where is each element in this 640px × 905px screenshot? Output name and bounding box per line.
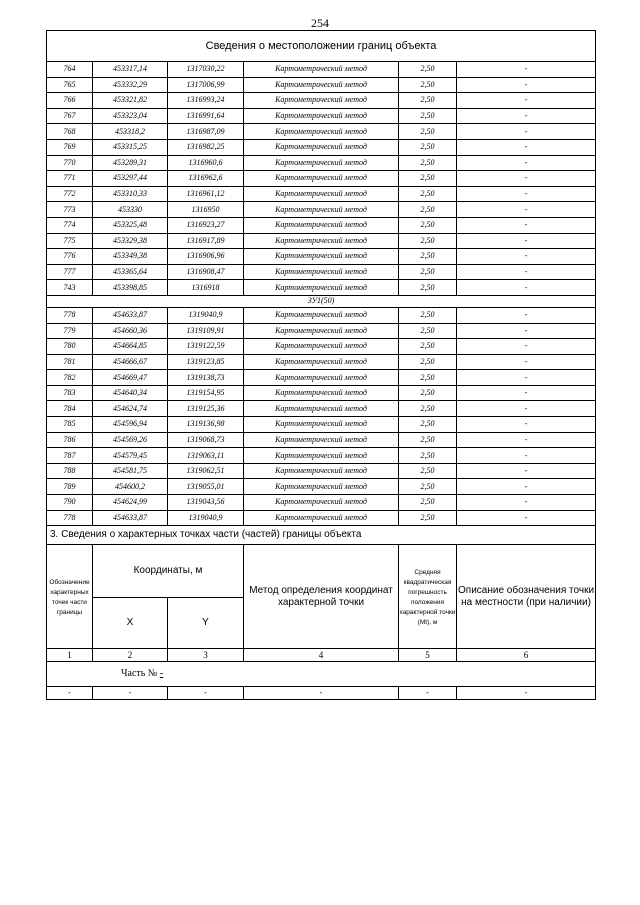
point-number: 785 (47, 417, 93, 433)
x-coordinate: 453332,29 (93, 77, 168, 93)
point-number: 771 (47, 171, 93, 187)
description-cell: - (457, 370, 596, 386)
column-number: 5 (399, 649, 457, 662)
x-coordinate: 453330 (93, 202, 168, 218)
x-coordinate: 453321,82 (93, 93, 168, 109)
method-cell: Картометрический метод (244, 186, 399, 202)
method-cell: Картометрический метод (244, 77, 399, 93)
x-coordinate: 454633,87 (93, 307, 168, 323)
y-coordinate: 1316993,24 (168, 93, 244, 109)
designation-header: Обозначение характерных точек части границы (47, 545, 93, 649)
point-number: 783 (47, 385, 93, 401)
empty-cell: - (168, 687, 244, 700)
description-cell: - (457, 495, 596, 511)
empty-cell: - (457, 687, 596, 700)
description-cell: - (457, 385, 596, 401)
error-cell: 2,50 (399, 108, 457, 124)
x-coordinate: 454596,94 (93, 417, 168, 433)
table-row (47, 307, 596, 323)
error-cell: 2,50 (399, 62, 457, 78)
y-coordinate: 1316923,27 (168, 217, 244, 233)
table-row (47, 323, 596, 339)
error-cell: 2,50 (399, 510, 457, 526)
x-coordinate: 453323,04 (93, 108, 168, 124)
method-cell: Картометрический метод (244, 217, 399, 233)
point-number: 788 (47, 463, 93, 479)
error-header: Средняя квадратическая погрешность положения характерной точки (Мt), м (399, 545, 457, 649)
x-coordinate: 454666,67 (93, 354, 168, 370)
method-cell: Картометрический метод (244, 233, 399, 249)
point-number: 776 (47, 249, 93, 265)
x-coordinate: 454579,45 (93, 448, 168, 464)
point-number: 764 (47, 62, 93, 78)
point-number: 769 (47, 139, 93, 155)
table-row (47, 354, 596, 370)
x-coordinate: 453317,14 (93, 62, 168, 78)
table-row (47, 249, 596, 265)
boundary-table (46, 30, 596, 700)
y-coordinate: 1316991,64 (168, 108, 244, 124)
description-cell: - (457, 171, 596, 187)
description-cell: - (457, 264, 596, 280)
table-row (47, 124, 596, 140)
point-number: 777 (47, 264, 93, 280)
x-coordinate: 453365,64 (93, 264, 168, 280)
x-coordinate: 453398,85 (93, 280, 168, 296)
parcel-label: ЗУ1(50) (47, 295, 596, 307)
y-coordinate: 1319136,98 (168, 417, 244, 433)
method-cell: Картометрический метод (244, 139, 399, 155)
error-cell: 2,50 (399, 323, 457, 339)
error-cell: 2,50 (399, 249, 457, 265)
table-row (47, 171, 596, 187)
y-coordinate: 1316908,47 (168, 264, 244, 280)
error-cell: 2,50 (399, 307, 457, 323)
method-cell: Картометрический метод (244, 280, 399, 296)
y-coordinate: 1319055,01 (168, 479, 244, 495)
description-cell: - (457, 124, 596, 140)
error-cell: 2,50 (399, 77, 457, 93)
point-number: 775 (47, 233, 93, 249)
description-cell: - (457, 108, 596, 124)
x-coordinate: 453325,48 (93, 217, 168, 233)
description-cell: - (457, 77, 596, 93)
part-value: - (159, 668, 164, 680)
y-coordinate: 1316906,96 (168, 249, 244, 265)
table-row (47, 448, 596, 464)
x-coordinate: 454660,36 (93, 323, 168, 339)
section3-title: 3. Сведения о характерных точках части (частей) границы объекта (47, 526, 596, 545)
point-number: 781 (47, 354, 93, 370)
y-coordinate: 1319125,36 (168, 401, 244, 417)
x-coordinate: 453349,38 (93, 249, 168, 265)
y-coordinate: 1316982,25 (168, 139, 244, 155)
method-cell: Картометрический метод (244, 385, 399, 401)
point-number: 766 (47, 93, 93, 109)
error-cell: 2,50 (399, 463, 457, 479)
y-coordinate: 1316960,6 (168, 155, 244, 171)
x-coordinate: 454581,75 (93, 463, 168, 479)
y-coordinate: 1319063,11 (168, 448, 244, 464)
table-row (47, 339, 596, 355)
point-number: 770 (47, 155, 93, 171)
part-row (47, 662, 596, 687)
column-number: 6 (457, 649, 596, 662)
point-number: 778 (47, 510, 93, 526)
table-row (47, 108, 596, 124)
y-coordinate: 1319123,85 (168, 354, 244, 370)
point-number: 787 (47, 448, 93, 464)
description-cell: - (457, 93, 596, 109)
table-row (47, 139, 596, 155)
y-coordinate: 1319068,73 (168, 432, 244, 448)
point-number: 790 (47, 495, 93, 511)
table-row (47, 280, 596, 296)
x-coordinate: 454600,2 (93, 479, 168, 495)
x-coordinate: 453318,2 (93, 124, 168, 140)
point-number: 789 (47, 479, 93, 495)
error-cell: 2,50 (399, 339, 457, 355)
y-coordinate: 1317006,99 (168, 77, 244, 93)
x-coordinate: 454669,47 (93, 370, 168, 386)
table-row (47, 93, 596, 109)
table-row (47, 77, 596, 93)
table-row (47, 233, 596, 249)
table-row (47, 495, 596, 511)
point-number: 780 (47, 339, 93, 355)
y-coordinate: 1316987,09 (168, 124, 244, 140)
table-row (47, 217, 596, 233)
column-number: 4 (244, 649, 399, 662)
error-cell: 2,50 (399, 495, 457, 511)
table-row (47, 186, 596, 202)
description-cell: - (457, 233, 596, 249)
description-cell: - (457, 155, 596, 171)
x-coordinate: 454624,74 (93, 401, 168, 417)
y-coordinate: 1319043,56 (168, 495, 244, 511)
table-row (47, 417, 596, 433)
method-cell: Картометрический метод (244, 155, 399, 171)
point-number: 772 (47, 186, 93, 202)
description-header: Описание обозначения точки на местности (при наличии) (457, 545, 596, 649)
y-coordinate: 1316918 (168, 280, 244, 296)
method-cell: Картометрический метод (244, 417, 399, 433)
description-cell: - (457, 401, 596, 417)
table-row (47, 264, 596, 280)
x-coordinate: 454640,34 (93, 385, 168, 401)
method-cell: Картометрический метод (244, 202, 399, 218)
point-number: 767 (47, 108, 93, 124)
part-label: Часть № (121, 668, 158, 680)
method-cell: Картометрический метод (244, 463, 399, 479)
description-cell: - (457, 217, 596, 233)
method-cell: Картометрический метод (244, 370, 399, 386)
x-header: X (93, 598, 168, 649)
error-cell: 2,50 (399, 432, 457, 448)
method-cell: Картометрический метод (244, 339, 399, 355)
y-coordinate: 1316962,6 (168, 171, 244, 187)
method-cell: Картометрический метод (244, 93, 399, 109)
empty-cell: - (244, 687, 399, 700)
point-number: 774 (47, 217, 93, 233)
empty-cell: - (93, 687, 168, 700)
point-number: 765 (47, 77, 93, 93)
point-number: 782 (47, 370, 93, 386)
point-number: 773 (47, 202, 93, 218)
error-cell: 2,50 (399, 401, 457, 417)
x-coordinate: 453310,33 (93, 186, 168, 202)
table-row (47, 62, 596, 78)
table-row (47, 479, 596, 495)
method-cell: Картометрический метод (244, 510, 399, 526)
method-cell: Картометрический метод (244, 323, 399, 339)
error-cell: 2,50 (399, 217, 457, 233)
error-cell: 2,50 (399, 93, 457, 109)
method-cell: Картометрический метод (244, 448, 399, 464)
method-cell: Картометрический метод (244, 479, 399, 495)
table-row (47, 370, 596, 386)
x-coordinate: 453297,44 (93, 171, 168, 187)
description-cell: - (457, 249, 596, 265)
description-cell: - (457, 510, 596, 526)
error-cell: 2,50 (399, 280, 457, 296)
description-cell: - (457, 339, 596, 355)
description-cell: - (457, 463, 596, 479)
method-cell: Картометрический метод (244, 401, 399, 417)
y-header: Y (168, 598, 244, 649)
description-cell: - (457, 417, 596, 433)
error-cell: 2,50 (399, 264, 457, 280)
x-coordinate: 454569,26 (93, 432, 168, 448)
x-coordinate: 453315,25 (93, 139, 168, 155)
y-coordinate: 1319062,51 (168, 463, 244, 479)
page-number: 254 (311, 16, 329, 30)
y-coordinate: 1319109,91 (168, 323, 244, 339)
y-coordinate: 1319122,59 (168, 339, 244, 355)
error-cell: 2,50 (399, 202, 457, 218)
error-cell: 2,50 (399, 139, 457, 155)
table-row (47, 463, 596, 479)
table-row (47, 155, 596, 171)
error-cell: 2,50 (399, 385, 457, 401)
description-cell: - (457, 202, 596, 218)
error-cell: 2,50 (399, 124, 457, 140)
description-cell: - (457, 323, 596, 339)
y-coordinate: 1316961,12 (168, 186, 244, 202)
method-cell: Картометрический метод (244, 307, 399, 323)
point-number: 786 (47, 432, 93, 448)
point-number: 743 (47, 280, 93, 296)
table-row (47, 510, 596, 526)
error-cell: 2,50 (399, 448, 457, 464)
point-number: 768 (47, 124, 93, 140)
column-number: 1 (47, 649, 93, 662)
method-cell: Картометрический метод (244, 432, 399, 448)
method-header: Метод определения координат характерной точки (244, 545, 399, 649)
description-cell: - (457, 186, 596, 202)
point-number: 784 (47, 401, 93, 417)
x-coordinate: 454664,85 (93, 339, 168, 355)
method-cell: Картометрический метод (244, 354, 399, 370)
x-coordinate: 453329,38 (93, 233, 168, 249)
y-coordinate: 1316950 (168, 202, 244, 218)
y-coordinate: 1319040,9 (168, 307, 244, 323)
error-cell: 2,50 (399, 370, 457, 386)
description-cell: - (457, 354, 596, 370)
table-row (47, 202, 596, 218)
point-number: 778 (47, 307, 93, 323)
empty-cell: - (47, 687, 93, 700)
description-cell: - (457, 448, 596, 464)
column-number: 2 (93, 649, 168, 662)
table-title: Сведения о местоположении границ объекта (47, 31, 596, 62)
description-cell: - (457, 307, 596, 323)
description-cell: - (457, 280, 596, 296)
method-cell: Картометрический метод (244, 495, 399, 511)
y-coordinate: 1316917,89 (168, 233, 244, 249)
y-coordinate: 1319154,95 (168, 385, 244, 401)
coordinates-header: Координаты, м (93, 545, 244, 598)
description-cell: - (457, 139, 596, 155)
description-cell: - (457, 62, 596, 78)
x-coordinate: 453289,31 (93, 155, 168, 171)
x-coordinate: 454633,87 (93, 510, 168, 526)
table-row (47, 401, 596, 417)
error-cell: 2,50 (399, 417, 457, 433)
error-cell: 2,50 (399, 233, 457, 249)
table-row (47, 385, 596, 401)
method-cell: Картометрический метод (244, 264, 399, 280)
empty-cell: - (399, 687, 457, 700)
method-cell: Картометрический метод (244, 62, 399, 78)
error-cell: 2,50 (399, 186, 457, 202)
method-cell: Картометрический метод (244, 108, 399, 124)
column-number: 3 (168, 649, 244, 662)
table-row (47, 432, 596, 448)
method-cell: Картометрический метод (244, 124, 399, 140)
error-cell: 2,50 (399, 479, 457, 495)
description-cell: - (457, 479, 596, 495)
x-coordinate: 454624,99 (93, 495, 168, 511)
error-cell: 2,50 (399, 354, 457, 370)
description-cell: - (457, 432, 596, 448)
error-cell: 2,50 (399, 171, 457, 187)
error-cell: 2,50 (399, 155, 457, 171)
method-cell: Картометрический метод (244, 249, 399, 265)
point-number: 779 (47, 323, 93, 339)
y-coordinate: 1319040,9 (168, 510, 244, 526)
y-coordinate: 1317030,22 (168, 62, 244, 78)
y-coordinate: 1319138,73 (168, 370, 244, 386)
method-cell: Картометрический метод (244, 171, 399, 187)
